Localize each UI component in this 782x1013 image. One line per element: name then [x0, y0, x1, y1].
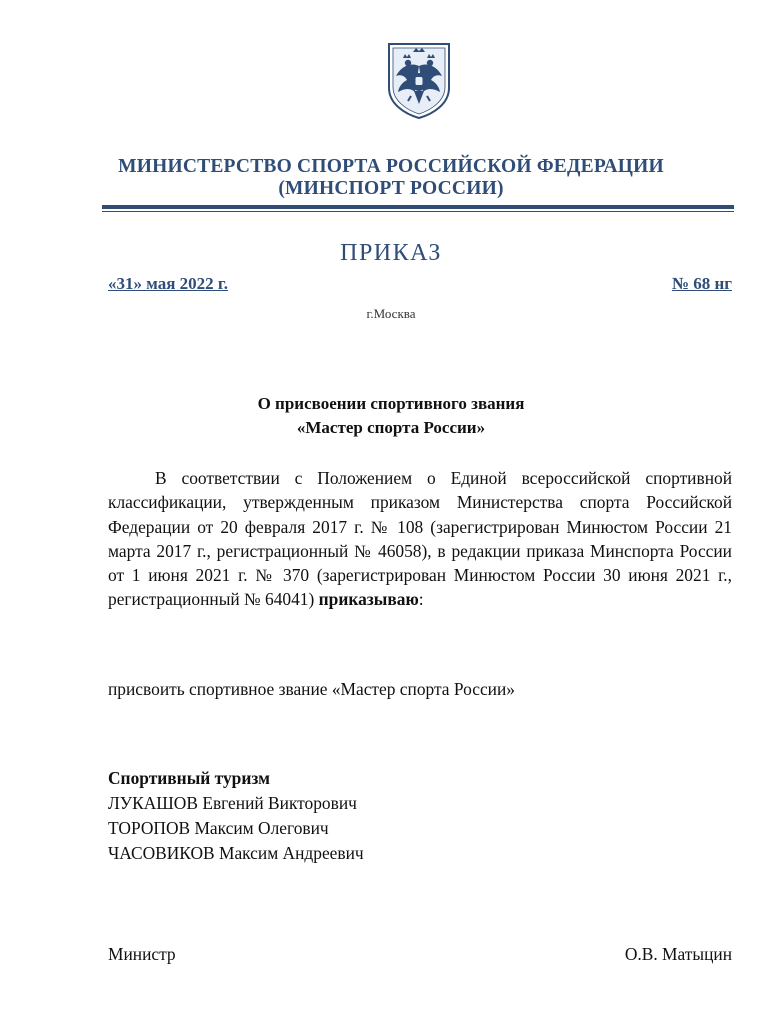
order-date: «31» мая 2022 г.: [108, 274, 228, 293]
awardee-name: ЧАСОВИКОВ Максим Андреевич: [108, 843, 364, 863]
awardee-name: ЛУКАШОВ Евгений Викторович: [108, 793, 357, 813]
header-rule-thick: [102, 205, 734, 209]
subject-line-2: «Мастер спорта России»: [296, 418, 486, 437]
ministry-name: МИНИСТЕРСТВО СПОРТА РОССИЙСКОЙ ФЕДЕРАЦИИ: [118, 156, 664, 177]
subject-line-1: О присвоении спортивного звания: [257, 394, 525, 413]
signatory-title: Министр: [108, 944, 176, 964]
russian-coat-of-arms-icon: [381, 38, 457, 120]
ministry-short-name: (МИНСПОРТ РОССИИ): [278, 178, 504, 199]
signatory-name: О.В. Матыцин: [624, 944, 732, 964]
preamble-text: В соответствии с Положением о Единой всероссийской спортивной классификации, утвержденным приказом Министерства спорта Российской Федерации от 20 февраля 2017 г. № 108 (зарегистрирован Минюстом России 21 марта 2017 г., регистрационный № 46058), в редакции приказа Минспорта России от 1 июня 2021 г. № 370 (зарегистрирован Минюстом России 30 июня 2021 г., регистрационный № 64041): [108, 468, 732, 610]
order-city: г.Москва: [366, 306, 416, 321]
decree-word: приказываю: [318, 589, 419, 610]
order-number: № 68 нг: [671, 274, 732, 293]
document-title: ПРИКАЗ: [340, 240, 442, 266]
header-rule-thin: [102, 211, 734, 212]
awardee-name: ТОРОПОВ Максим Олегович: [108, 818, 329, 838]
preamble-paragraph: [108, 466, 732, 612]
discipline-heading: Спортивный туризм: [108, 768, 270, 788]
assignment-text: присвоить спортивное звание «Мастер спорта России»: [108, 679, 515, 699]
decree-colon: :: [418, 589, 424, 610]
